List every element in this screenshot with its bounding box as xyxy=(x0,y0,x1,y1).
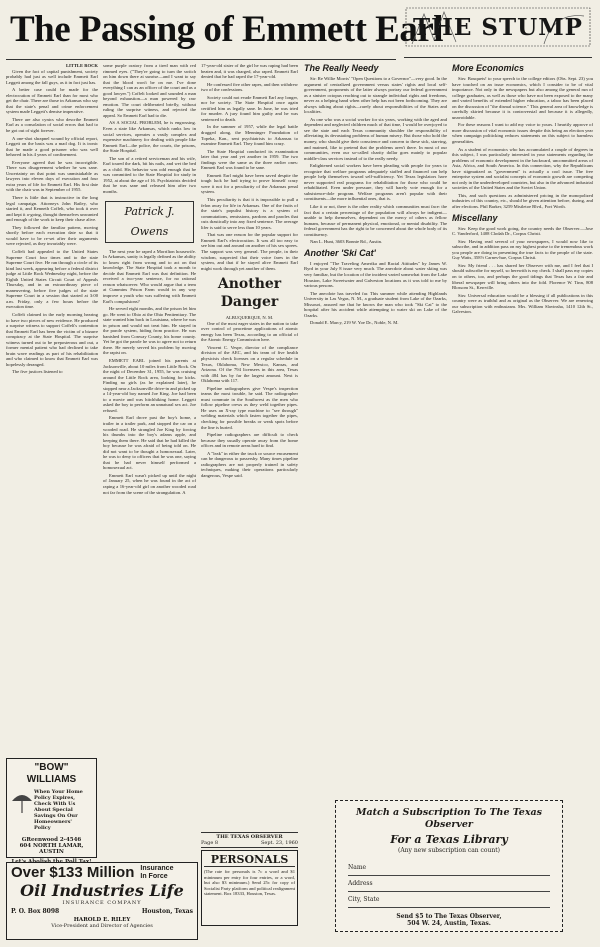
article-paragraph: One of the most eager states in the nation to take over control of peacetime applications of atomic energy has been Texas, according to an official of the Atomic Energy Commission here. xyxy=(201,320,298,343)
article-paragraph: AS A SOCIAL PROBLEM, he is engrossing. Even a state like Arkansas, which ranks low in social services, operates a vastly complex and expensive machinery for dealing with people like Emmett Earl—the police, the courts, the prisons, the State Hospital. xyxy=(103,120,196,154)
article-paragraph: A better case could be made for the electrocution of Emmett Earl than for most who get the chair. There are those in Arkansas who say that the state's penal and crime enforcement system made Leggett's demise imperative. xyxy=(6,87,98,115)
letter-paragraph: Sirs: Universal education would be a blessing if all publications in this country were as truthful and as original as the Observer. We are renewing our subscription with enthusiasm. Mrs. William Slavinsha, 1410 12th St., Galveston. xyxy=(452,292,593,315)
folio xyxy=(201,832,298,848)
ad-amount: Over $133 Million xyxy=(11,864,135,881)
article-paragraph: Given the fact of capital punishment, society probably had just as well include Emmett Earl Leggett among the fall guys, as it in fact just has. xyxy=(6,68,98,85)
stump-masthead xyxy=(404,4,592,52)
letter-paragraph: Enlightened social workers have been pleading with people for years to recognize that welfare programs adequately staffed and financed can help people help themselves toward self-sufficiency. Yet Texas legislators have never supported real programs for rehabilitation for those who could be rehabilitated. Even under pressure, they will barely vote enough for a subsistence-dole program. Welfare programs aren't popular with their constituents—the more influential ones, that is. xyxy=(304,163,447,202)
letter-signature: Nan L. Hunt, 3603 Bonnie Rd., Austin. xyxy=(310,239,383,245)
ad-person: HAROLD E. RILEY xyxy=(73,917,131,923)
folio-paper: THE TEXAS OBSERVER xyxy=(216,834,283,840)
folio-date: Sept. 23, 1960 xyxy=(260,840,298,846)
article-paragraph: He served eight months, and the prison let him go. He went to Ohio at the Ohio Penitentiary. The state wanted him back in Louisiana, where he was in prison and would not treat him. He stayed in the parole system, hiding from practice. He was banished from Conway County, his home county. Yet he got the parole he was to agree not to return there. He merely served his problem by moving the rapist on. xyxy=(103,306,196,356)
article-paragraph: Pipeline radiographers give Vespe's inspection teams the most trouble, he said. The radiographer must commute in the Southwest as the men who follow pipeline crews as they weld together pipes. He uses an X-ray type machine to "see through" welding materials which fasten together the pipes, checking for possible breaks or weak spots before the line is buried. xyxy=(201,385,298,430)
article-paragraph: There are also cynics who describe Emmett Earl as a consolation of social errors that had to be got out of sight forever. xyxy=(6,116,98,134)
section-heading: Miscellany xyxy=(452,212,498,223)
ad-name: "BOW" WILLIAMS xyxy=(26,762,77,785)
section-heading: The Really Needy xyxy=(304,63,379,73)
article-paragraph: The son of a retired serviceman and his wife, Earl toured the dark, bit his nails, and wet the bed as a child. His behavior was odd enough that he was committed to the State Hospital for study in 1952, at about the age of 16. Psychiatrists decided that he was sane and released him after two months. xyxy=(103,155,196,195)
name-label: Name xyxy=(348,864,367,871)
article-paragraph: Coffelt claimed in the early morning hearing to have two pieces of new evidence. He produced a surprise witness to support Coffelt's contention that Emmett Earl has been the victim of a bizarre conspiracy at the State Hospital. The surprise witness turned out to be preposterous and out, a former mental patient who had declined to take brain wave readings as part of his rehabilitation and who claimed to know that Emmett Earl was hopelessly deranged. xyxy=(6,311,98,367)
ad-line: When Your Home Policy Expires, xyxy=(34,789,83,801)
ad-address: 604 NORTH LAMAR, AUSTIN xyxy=(19,843,84,855)
article-paragraph: some purple oratory from a tired man with red rimmed eyes. ("They're going to turn the switch on him down there at sunrise—and I want to say that the blood won't be on me. I've done everything I can as an officer of the court and as a good lawyer.") Coffelt looked and sounded a man beyond exhaustion—a man powered by raw emotion. The court deliberated briefly, without ruling the surprise witness, and rejected the appeal. So Emmett Earl had to die. xyxy=(103,63,196,118)
stump-column-1 xyxy=(304,63,447,797)
article-paragraph: Emmett Earl might have been saved despite the tough luck he had trying to prove himself crazy were it not for a peculiarity of the Arkansas penal system. xyxy=(201,172,298,195)
bow-williams-ad xyxy=(6,758,97,858)
letter-paragraph: Sirs: Bouquets! to your speech to the college editors (Obs. Sept. 23) you have touched on an issue economics, which I consider to be of vital importance. Not only in the newspapers but also among the general run of college graduates, as well as those who have not been exposed to the many and varied benefits of extended higher education, a taboo has been placed on the discussion of "the dismal science." This general area of knowledge is carefully skirted because it is controversial and because it is allegedly, unavoidable. xyxy=(452,76,593,120)
folio-page: Page 8 xyxy=(201,840,219,846)
coupon-address: 504 W. 24, Austin, Texas. xyxy=(407,920,491,927)
ad-line: Check With Us xyxy=(34,801,76,807)
ad-line: Homeowners' xyxy=(34,819,72,825)
article-paragraph: Pipeline radiographers are difficult to check because they usually operate away from the home offices and in remote areas hard to find. xyxy=(201,432,298,449)
ad-line: About Special xyxy=(34,807,73,813)
article-paragraph: Society could not evade Emmett Earl any longer, nor he society. The State Hospital once again certified him as legally sane. In June, he was tried for murder. A jury found him guilty and he was sentenced to death. xyxy=(201,94,298,122)
letter-paragraph: For these reasons I want to add my voice to yours. I heartily approve of more discussion of vital economic issues despite this being an election year when campaign politicking reduces statements on this subject to harmless generalities. xyxy=(452,122,593,145)
article-paragraph: This peculiarity is that it is impossible to pull a felon away for life in Arkansas. One of the fruits of the state's populist history is a system of commutations, remissions, pardons and paroles that cuts drastically into any fixed sentence. The average lifer is said to serve less than 10 years. xyxy=(201,197,298,230)
article-paragraph: Emmett Earl wasn't picked up until the night of January 25, when he was found in the act of raping a 16-year-old girl on another wooded road not far from the scene of the strangulation. A xyxy=(103,472,196,495)
insurance-ad xyxy=(6,862,198,940)
article-paragraph: The five justices listened to xyxy=(12,369,63,375)
coupon-send: Send $5 to The Texas Observer, xyxy=(396,913,502,920)
umbrella-icon xyxy=(10,789,34,815)
ad-company: Oil Industries Life xyxy=(20,881,184,900)
article-paragraph: He confessed five other rapes, and then withdrew two of the confessions. xyxy=(201,81,298,93)
letter-paragraph: As one who was a social worker for six years, working with the aged and dependent and neglected children much of that time, I would be overjoyed to see the state and each Texas community shoulder the responsibility of alleviating its devastating problems of human misery. But those who hold the money, who should give their conscience and concern to these sick, starving, and maimed, like to pretend that the problems aren't there. In most of our communities, even our so-called charity dollar goes mainly to popular middle-class services instead of to the really needy. xyxy=(304,116,447,161)
ad-phone: GReenwood 2-4546 xyxy=(21,837,82,843)
article-paragraph: Coffelt had appealed to the United States Supreme Court four times and to the state Supreme Court five. He ran through a circle of its kind last week, appearing before a federal district judge at Little Rock Wednesday night, before the Eighth United States Circuit Court of Appeals Thursday, and in an extraordinary piece of maneuvering, before five judges of the state Supreme Court in a session that started at 3:00 a.m. Friday, only a few hours before the execution time. xyxy=(6,248,98,310)
article-paragraph: Vincent C. Vespe, director of the compliance division of the AEC, and his team of five health physicists check licenses on a regular schedule in Texas, Oklahoma, New Mexico, Kansas, and Arizona. Of the 794 licensees in this area, Texas with 484 has by far the largest amount. Next is Oklahoma with 117. xyxy=(201,344,298,384)
section-heading: More Economics xyxy=(452,63,525,73)
letter-paragraph: Like it or not, there is the other reality which communities must face: the fact that a certain percentage of the population will always be indigent—unable to help themselves, dependent on the mercy of others as fellow humans, because of permanent physical, emotional, or mental disability. The federal government has the right to be concerned about the whole body of its constituency. xyxy=(304,204,447,237)
article-paragraph: Everyone agreed that he was incorrigible. There was disagreement whether he was sane. Uncertainty on that point was unmistakable as lawyers into eleven days of execution and four extra years of life for Emmett Earl. His first date with the chair was in September of 1955. xyxy=(6,159,98,193)
coupon-note: (Any new subscription can count) xyxy=(397,847,501,854)
page-title: The Passing of Emmett Earl xyxy=(10,9,444,50)
article-column-3 xyxy=(201,63,298,828)
coupon-title: Match a Subscription To The Texas Observer xyxy=(355,807,542,830)
article-column-1 xyxy=(6,63,98,758)
ad-line: Policy xyxy=(34,825,51,831)
article-paragraph: A "leak" in either the truck or source encasement can be dangerous to passersby. Many times pipeline radiographers are not properly trained in safety techniques, making their operations particularly dangerous, Vespe said. xyxy=(201,450,298,478)
ad-role: Vice-President and Director of Agencies xyxy=(51,923,153,929)
name-field[interactable] xyxy=(348,860,550,876)
article-paragraph: EMMETT EARL joined his parents at Jacksonville, about 10 miles from Little Rock. On the night of December 31, 1955, he was cruising around the Little Rock area, looking for kicks. Finding no girls (as he explained later), he stopped near a Jacksonville drive-in and picked up a 14-year-old boy named Joe King. Joe had been to a movie and was hitchhiking home. Leggett asked the boy to perform an unnatural sex act. Joe refused. xyxy=(103,357,196,413)
subscription-coupon xyxy=(335,800,563,932)
byline: Patrick J. Owens xyxy=(105,201,194,243)
letter-paragraph: The anecdote has traveled far. This summer while attending Highlands University in Las Vegas, N. M., a graduate student from Lake of the Ozarks, Missouri, assured me that he knows the man who took "Ski Cat" to the hospital after his accident while attempting to water ski on Lake of the Ozarks. xyxy=(304,290,447,318)
city-state-field[interactable] xyxy=(348,892,550,908)
city-state-label: City, State xyxy=(348,896,380,903)
article-paragraph: The State Hospital conducted its examination later that year and yet another in 1959. The two findings were the same as the three earlier ones: Emmett Earl was found to be sane. xyxy=(201,148,298,171)
masthead-rule xyxy=(404,57,592,58)
another-danger-heading: Another Danger xyxy=(217,276,282,311)
article-paragraph: The next year he raped a Morrilton housewife. In Arkansas, sanity is legally defined as the ability to know right from wrong and to act on that knowledge. The State Hospital took a month to decide that Emmett Earl was that definition. He received a two-year sentence, for no rational reason whatsoever. Who would argue that a term at Cummins Prison Farm would in any way improve a youth who was suffering with Emmett Earl's compulsions? xyxy=(103,248,196,304)
article-paragraph: 17-year-old sister of the girl he was raping had been beaten and, it was charged, also raped. Emmett Earl denied that he had raped the 17-year-old. xyxy=(201,63,298,80)
address-label: Address xyxy=(348,880,373,887)
title-rule xyxy=(6,59,396,60)
masthead-title: THE STUMP xyxy=(413,14,583,41)
letter-paragraph: Sirs: Having read several of your newspapers, I would now like to subscribe, and in addition pass on my highest praise to the tremendous work you people are doing in presenting the true facts to the people of the state. Guy Watts, 358½ Carnes-hue, Corpus Christi. xyxy=(452,238,593,261)
article-paragraph: They followed the familiar pattern, moving shortly before each execution date so that it would have to be re-set after their arguments were rejected, as they invariably were. xyxy=(6,224,98,247)
address-field[interactable] xyxy=(348,876,550,892)
letter-paragraph: I enjoyed "The Traveling Amerika and Racial Attitudes" by James W. Byrd in your July 8 issue very much. The anecdote about water skiing was very familiar, but the location of the incident varied somewhat from the Lake Houston, Lake Sweetwater and Galveston locations as it was told to me by various persons. xyxy=(304,260,447,289)
ad-inforce: Insurance In Force xyxy=(140,865,174,880)
personals-text: (The rate for personals is 7c a word and $1 minimum per entry for four entries, or a word, but also $3 minimum.) Send 25c for copy of Socialist Party platform and political realignment statement. Box 18333, Houston, Texas. xyxy=(204,869,295,897)
article-paragraph: There is little that is instructive in the long legal campaign. Attorneys John Bailey, who started it, and Kenneth Coffelt, who took it over and kept it a-going, thought themselves unwanted and enough of the work to keep their chase alive. xyxy=(6,195,98,223)
dateline: ALBUQUERQUE, N. M. xyxy=(225,315,274,321)
article-paragraph: Emmett Earl drove past the boy's home, a trailer in a trailer park, and stopped the car on a wooded road. He strangled Joe King by forcing his thumbs into the boy's adams apple, and keeping them there. He said that he had killed the boy because he was afraid of being told on. He did not want to be thought a homosexual. Later, he was to deny to officers that he was one, saying that he had never himself performed a homosexual act. xyxy=(103,415,196,471)
stump-column-2 xyxy=(452,63,593,797)
article-column-2 xyxy=(103,63,196,923)
ad-line: Savings On Our xyxy=(34,813,78,819)
personals-box xyxy=(201,850,298,926)
letter-paragraph: As a student of economics who has accumulated a couple of degrees in this subject, I was particularly interested in your statements regarding the problems of economic development in the backward, uncommitted areas of Asia, Africa, and South America. In this connection, why the Republicans have stigmatized as "government" is actually a cool issue. The free enterprise system and socialist concepts of economic growth are competing not only in the underdeveloped countries, but also in the advanced industrial societies of the United States and the Soviet Union. xyxy=(452,146,593,191)
ad-box: P. O. Box 8098 xyxy=(11,908,60,915)
article-paragraph: A one-shot shrapnel wound by official report, Leggett on the basis was a mad dog. It is ironic that he made a good prisoner who was well behaved in his 4 years of confinement. xyxy=(6,135,98,158)
coupon-sub: For a Texas Library xyxy=(390,833,508,846)
ad-sub: INSURANCE COMPANY xyxy=(62,900,142,906)
letter-paragraph: Sirs: My friend . . . has shared her Observer with me, and I feel that I should subscribe for myself, so herewith is my check. I shall pass my copies on to others, too, and perhaps the good tidings that Texas has a fair and liberal newspaper will bring others into the fold. Florence W. Tinn, 808 Blossom St., Kerrville. xyxy=(452,262,593,291)
personals-title: PERSONALS xyxy=(204,853,295,867)
letter-paragraph: Sir: Re Willie Morris' "Open Questions to a Governor"—very good. In the argument of centralized government versus states' rights and local self-government, proponents of the latter always portray our federal government as a sinister octopus reaching out to strangle individual rights and freedoms, never as a helping hand when other help has not been forthcoming. They are always talking about rights—rarely about responsibilities of the States and localities. xyxy=(304,76,447,115)
letter-paragraph: Sirs: Keep the good work going, the country needs the Observer.—Jose C. Vanderford, 1408 Clodah Dr., Corpus Christi. xyxy=(452,225,593,237)
section-heading: Another 'Ski Cat' xyxy=(304,247,376,258)
ad-city: Houston, Texas xyxy=(141,908,193,915)
article-paragraph: In the summer of 1957, while the legal battle dragged along, the Menninger Foundation of Topeka, Kan., sent psychiatrists to Arkansas to examine Emmett Earl. They found him crazy. xyxy=(201,124,298,147)
letter-signature: Donald E. Marcy, 219 W. Yoe Dr., Noble, N. M. xyxy=(310,320,399,326)
article-paragraph: That was one reason for the popular support for Emmett Earl's electrocution. It was all too easy to see him out and around on another of his sex sprees. The support was very general. The people, in their wisdom, suspected that their voice fares in the system, and that if he stayed alive Emmett Earl might work through yet another of them. xyxy=(201,232,298,271)
letter-paragraph: This, and such questions as administered pricing in the monopolized industries of this country, etc., should be given attention before, during, and after elections. Phil Barker, 3259 Mistletoe Blvd., Fort Worth. xyxy=(452,192,593,210)
dateline: LITTLE ROCK xyxy=(65,63,98,68)
